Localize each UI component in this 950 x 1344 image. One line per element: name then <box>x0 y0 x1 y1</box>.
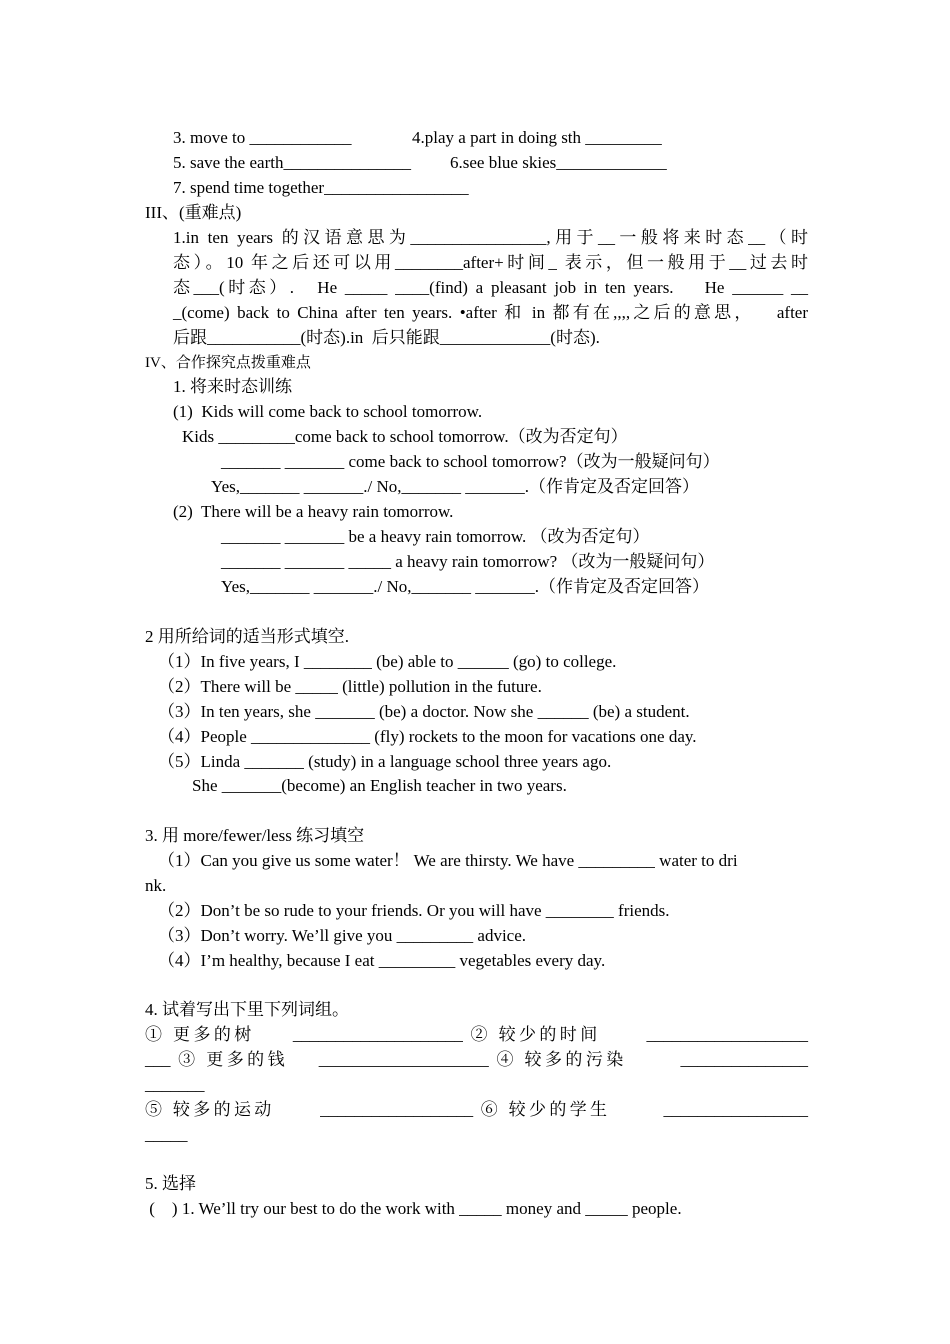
q1-answers: Yes,_______ _______./ No,_______ _______.（作肯定及否定回答） <box>211 477 699 496</box>
vocab-item-6: 6.see blue skies_____________ <box>450 153 667 172</box>
vocab-item-3: 3. move to ____________ <box>173 128 352 147</box>
exercise-2-item: （5）Linda _______ (study) in a language school three years ago. <box>158 752 612 771</box>
exercise-2-item: （4）People ______________ (fly) rockets to the moon for vacations one day. <box>158 727 697 746</box>
exercise-3-item: （3）Don’t worry. We’ll give you _________ advice. <box>158 926 527 945</box>
exercise-4-heading: 4. 试着写出下里下列词组。 <box>145 1000 349 1019</box>
section-3-line: _(come) back to China after ten years. •after 和 in 都有在,,,,之后的意思， after <box>173 303 808 322</box>
vocab-item-4: 4.play a part in doing sth _________ <box>412 128 662 147</box>
section-3-line: 态）。10 年之后还可以用________after+时间_ 表示，但一般用于__过去时 <box>173 253 808 272</box>
exercise-4-line: ⑤ 较多的运动 __________________ ⑥ 较少的学生 _________________ <box>145 1100 808 1119</box>
section-4-heading: IV、合作探究点拨重难点 <box>145 355 311 371</box>
section-3-line: 1.in ten years 的汉语意思为________________,用于__一般将来时态__（时 <box>173 228 808 247</box>
exercise-3-item: （1）Can you give us some water！ We are thirsty. We have _________ water to dri <box>158 851 738 870</box>
exercise-2-heading: 2 用所给词的适当形式填空. <box>145 627 349 646</box>
q1-negative: Kids _________come back to school tomorrow.（改为否定句） <box>182 427 628 446</box>
q1-prompt: (1) Kids will come back to school tomorrow. <box>173 402 483 421</box>
q2-question: _______ _______ _____ a heavy rain tomorrow? （改为一般疑问句） <box>221 552 715 571</box>
exercise-5-heading: 5. 选择 <box>145 1174 196 1193</box>
exercise-3-item-wrap: nk. <box>145 876 167 895</box>
exercise-2-item: （1）In five years, I ________ (be) able to ______ (go) to college. <box>158 652 617 671</box>
exercise-3-item: （2）Don’t be so rude to your friends. Or you will have ________ friends. <box>158 901 670 920</box>
exercise-3-heading: 3. 用 more/fewer/less 练习填空 <box>145 826 365 845</box>
exercise-4-line: ___ ③ 更多的钱 ____________________ ④ 较多的污染 _______________ <box>145 1050 808 1069</box>
exercise-4-line: _______ <box>145 1075 205 1094</box>
q2-answers: Yes,_______ _______./ No,_______ _______.（作肯定及否定回答） <box>221 577 709 596</box>
q2-negative: _______ _______ be a heavy rain tomorrow. （改为否定句） <box>221 527 650 546</box>
section-3-heading: III、(重难点) <box>145 203 242 222</box>
q1-question: _______ _______ come back to school tomorrow?（改为一般疑问句） <box>221 452 720 471</box>
exercise-2-item: （3）In ten years, she _______ (be) a doctor. Now she ______ (be) a student. <box>158 702 690 721</box>
exercise-2-item: （2）There will be _____ (little) pollution in the future. <box>158 677 542 696</box>
vocab-item-7: 7. spend time together_________________ <box>173 178 469 197</box>
section-3-line: 态___(时态）. He _____ ____(find) a pleasant job in ten years. He ______ __ <box>173 278 808 297</box>
exercise-4-line: ① 更多的树 ____________________ ② 较少的时间 ___________________ <box>145 1025 808 1044</box>
exercise-3-item: （4）I’m healthy, because I eat _________ vegetables every day. <box>158 951 606 970</box>
vocab-item-5: 5. save the earth_______________ <box>173 153 411 172</box>
exercise-2-continuation: She _______(become) an English teacher in two years. <box>192 776 567 795</box>
section-4-subheading: 1. 将来时态训练 <box>173 377 292 396</box>
exercise-4-line: _____ <box>145 1125 188 1144</box>
section-3-line: 后跟___________(时态).in 后只能跟_____________(时态). <box>173 328 600 347</box>
q2-prompt: (2) There will be a heavy rain tomorrow. <box>173 502 454 521</box>
exercise-5-item: ( ) 1. We’ll try our best to do the work with _____ money and _____ people. <box>145 1199 682 1218</box>
